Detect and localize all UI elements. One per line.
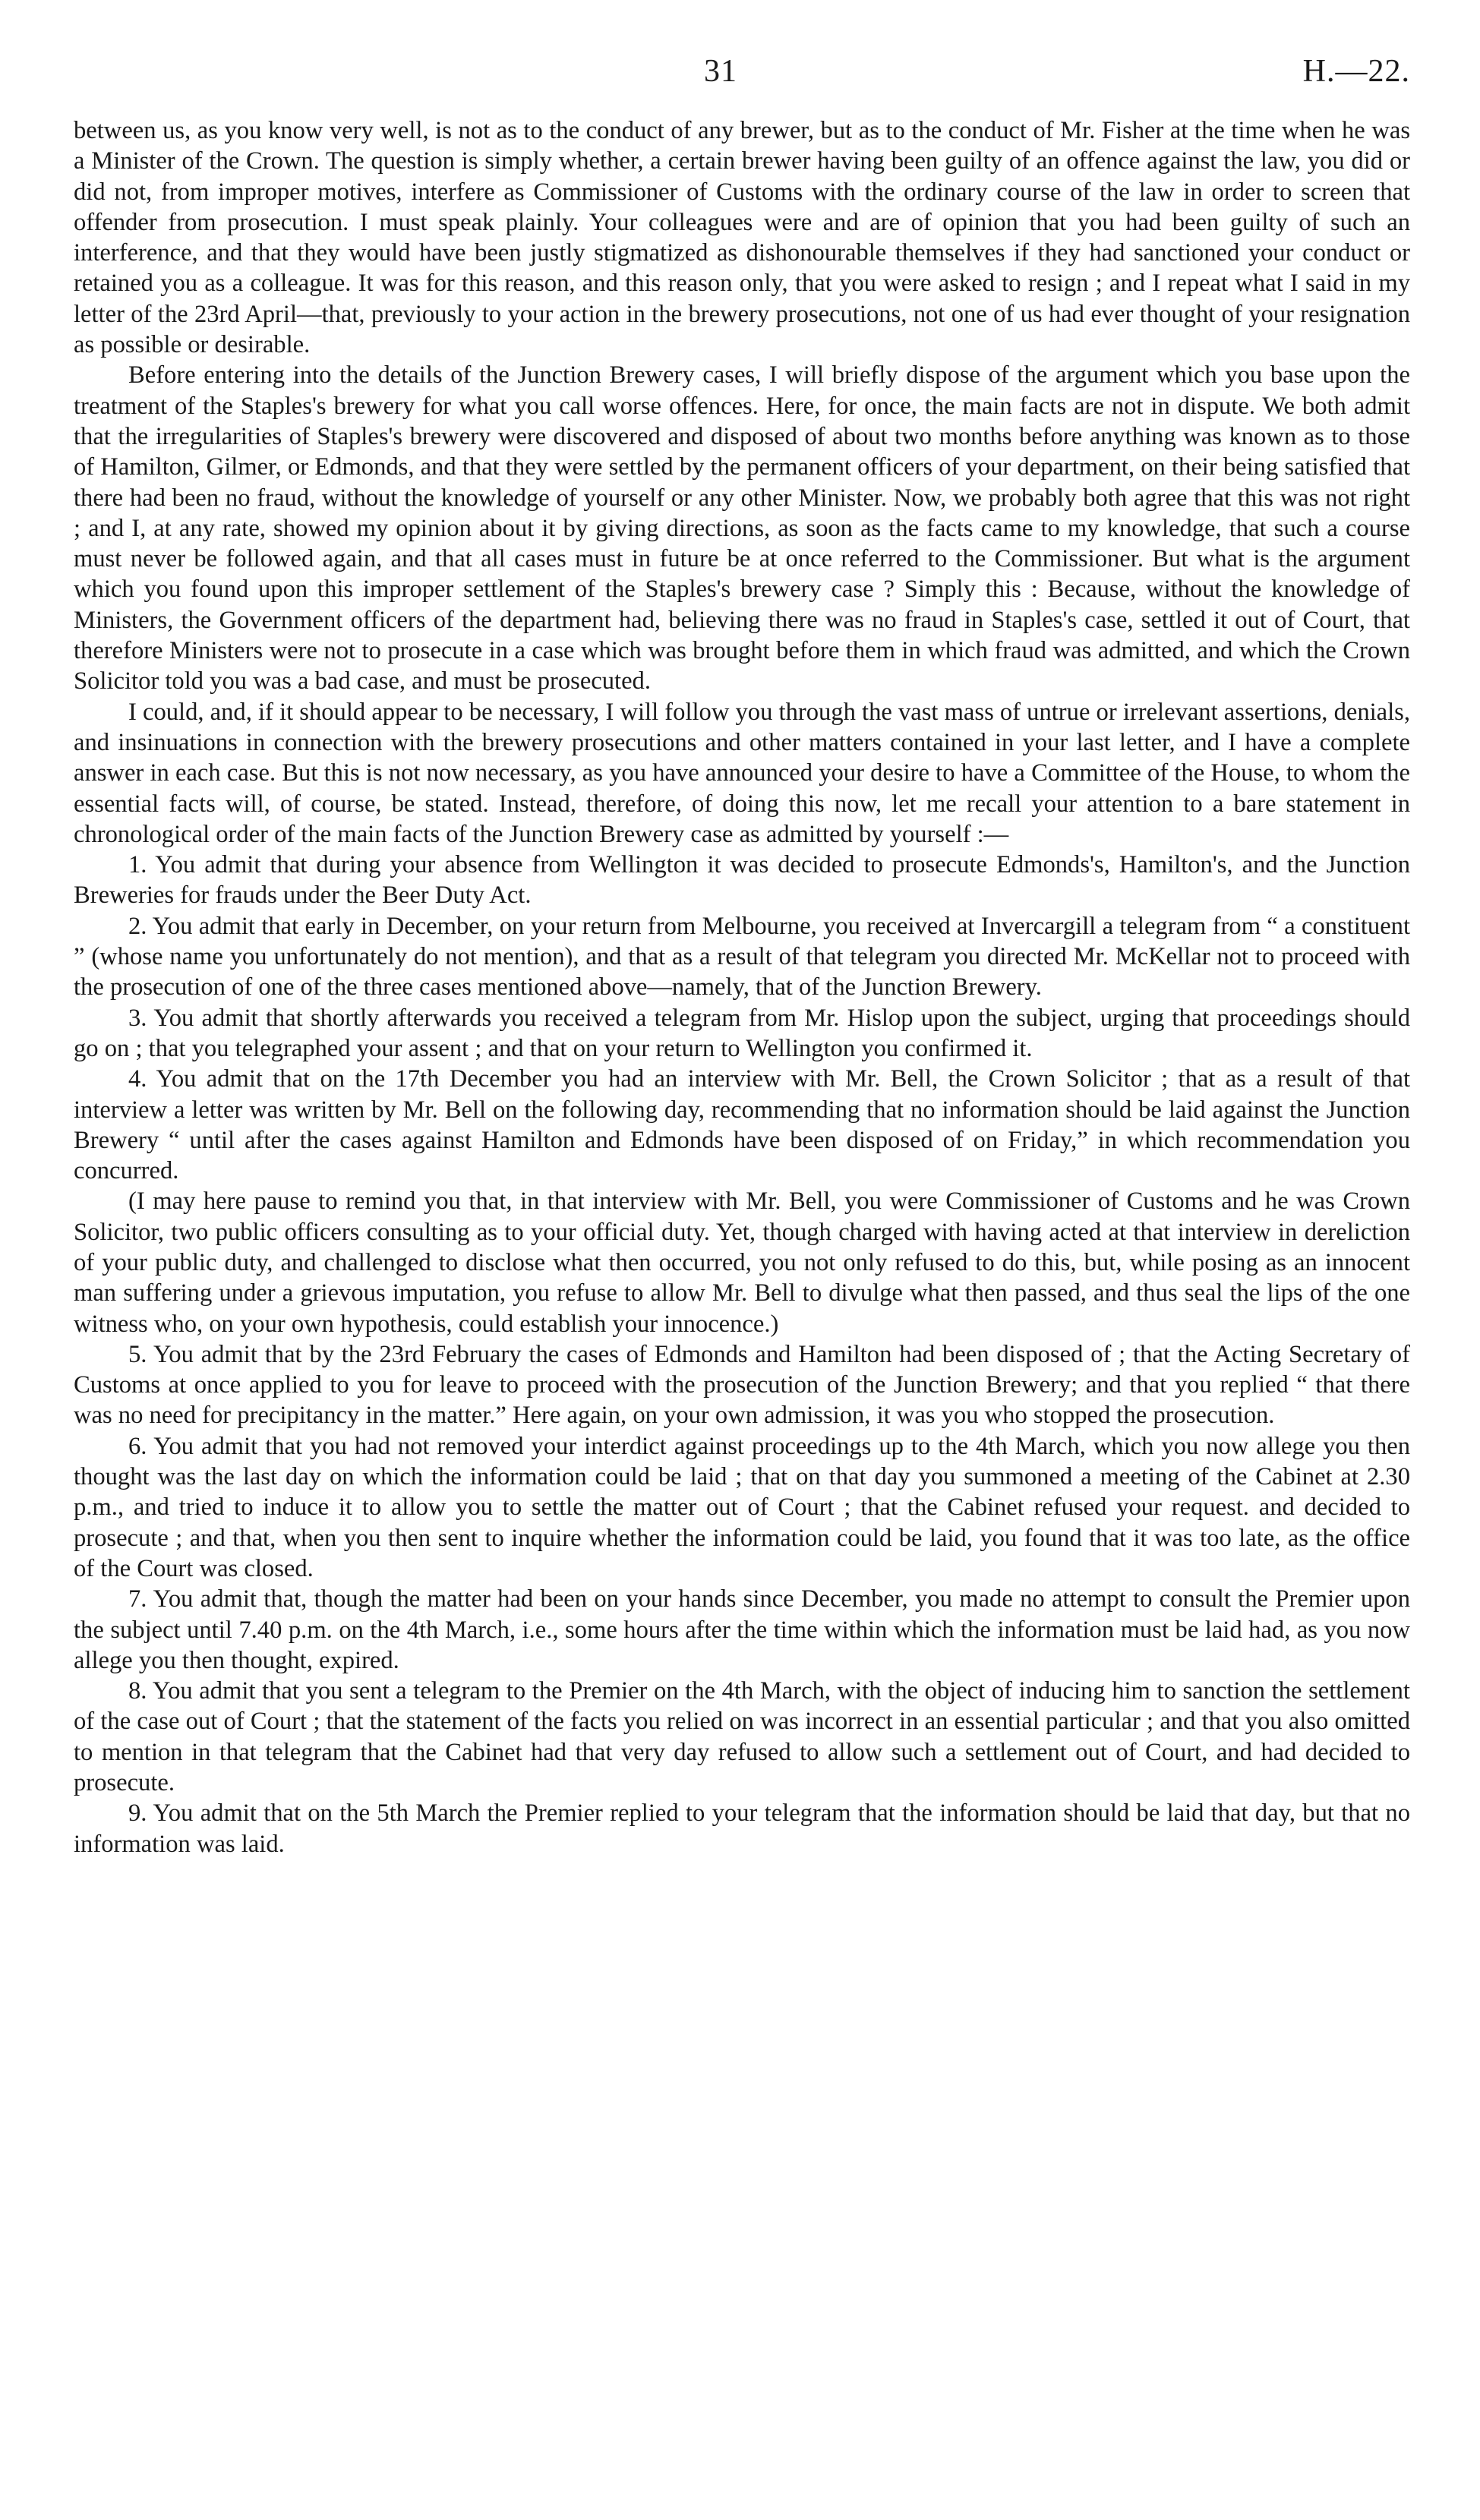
document-reference: H.—22. (1302, 54, 1410, 89)
admission-item-4: 4. You admit that on the 17th December you had an interview with Mr. Bell, the Crown Solicitor ; that as a result of that interview a letter was written by Mr. Bell on the following day, recommending that no information should be laid against the Junction Brewery “ until after the cases against Hamilton and Edmonds have been disposed of on Friday,” in which recommendation you concurred. (74, 1065, 1410, 1185)
paragraph-chronological-statement: I could, and, if it should appear to be necessary, I will follow you through the vast mass of untrue or irrelevant assertions, denials, and insinuations in connection with the brewery prosecutions and other matters contained in your last letter, and I have a complete answer in each case. But this is not now necessary, as you have announced your desire to have a Committee of the House, to whom the essential facts will, of course, be stated. Instead, therefore, of doing this now, let me recall your attention to a bare statement in chronological order of the main facts of the Junction Brewery case as admitted by yourself :— (74, 698, 1410, 848)
paragraph-staples-brewery: Before entering into the details of the Junction Brewery cases, I will briefly dispose of the argument which you base upon the treatment of the Staples's brewery for what you call worse offences. Here, for once, the main facts are not in dispute. We both admit that the irregularities of Staples's brewery were discovered and disposed of about two months before anything was known as to those of Hamilton, Gilmer, or Edmonds, and that they were settled by the permanent officers of your department, on their being satisfied that there had been no fraud, without the knowledge of yourself or any other Minister. Now, we probably both agree that this was not right ; and I, at any rate, showed my opinion about it by giving directions, as soon as the facts came to my knowledge, that such a course must never be followed again, and that all cases must in future be at once referred to the Commissioner. But what is the argument which you found upon this improper settlement of the Staples's brewery case ? Simply this : Because, without the knowledge of Ministers, the Government officers of the department had, believing there was no fraud in Staples's case, settled it out of Court, that therefore Ministers were not to prosecute in a case which was brought before them in which fraud was admitted, and which the Crown Solicitor told you was a bad case, and must be prosecuted. (74, 361, 1410, 695)
admission-item-2: 2. You admit that early in December, on your return from Melbourne, you received at Invercargill a telegram from “ a constituent ” (whose name you unfortunately do not mention), and that as a result of that telegram you directed Mr. McKellar not to proceed with the prosecution of one of the three cases mentioned above—namely, that of the Junction Brewery. (74, 912, 1410, 1001)
admission-item-9: 9. You admit that on the 5th March the Premier replied to your telegram that the information should be laid that day, but that no information was laid. (74, 1799, 1410, 1858)
paragraph-parenthetical-remark: (I may here pause to remind you that, in that interview with Mr. Bell, you were Commissioner of Customs and he was Crown Solicitor, two public officers consulting as to your official duty. Yet, though charged with having acted at that interview in dereliction of your public duty, and challenged to disclose what then occurred, you not only refused to do this, but, while posing as an innocent man suffering under a grievous imputation, you refuse to allow Mr. Bell to divulge what then passed, and thus seal the lips of the one witness who, on your own hypothesis, could establish your innocence.) (74, 1187, 1410, 1338)
page-header (74, 53, 1410, 115)
admission-item-1: 1. You admit that during your absence from Wellington it was decided to prosecute Edmonds's, Hamilton's, and the Junction Breweries for frauds under the Beer Duty Act. (74, 851, 1410, 910)
admission-item-3: 3. You admit that shortly afterwards you received a telegram from Mr. Hislop upon the subject, urging that proceedings should go on ; that you telegraphed your assent ; and that on your return to Wellington you confirmed it. (74, 1004, 1410, 1062)
admission-item-7: 7. You admit that, though the matter had been on your hands since December, you made no attempt to consult the Premier upon the subject until 7.40 p.m. on the 4th March, i.e., some hours after the time within which the information must be laid had, as you now allege you then thought, expired. (74, 1585, 1410, 1674)
admission-item-5: 5. You admit that by the 23rd February the cases of Edmonds and Hamilton had been disposed of ; that the Acting Secretary of Customs at once applied to you for leave to proceed with the prosecution of the Junction Brewery; and that you replied “ that there was no need for precipitancy in the matter.” Here again, on your own admission, it was you who stopped the prosecution. (74, 1340, 1410, 1430)
letter-body (74, 115, 1410, 1859)
admission-item-8: 8. You admit that you sent a telegram to the Premier on the 4th March, with the object of inducing him to sanction the settlement of the case out of Court ; that the statement of the facts you relied on was incorrect in an essential particular ; and that you also omitted to mention in that telegram that the Cabinet had that very day refused to allow such a settlement out of Court, and had decided to prosecute. (74, 1677, 1410, 1797)
document-page (74, 53, 1410, 1859)
paragraph-continuation: between us, as you know very well, is not as to the conduct of any brewer, but as to the conduct of Mr. Fisher at the time when he was a Minister of the Crown. The question is simply whether, a certain brewer having been guilty of an offence against the law, you did or did not, from improper motives, interfere as Commissioner of Customs with the ordinary course of the law in order to screen that offender from prosecution. I must speak plainly. Your colleagues were and are of opinion that you had been guilty of such an interference, and that they would have been justly stigmatized as dishonourable themselves if they had sanctioned your conduct or retained you as a colleague. It was for this reason, and this reason only, that you were asked to resign ; and I repeat what I said in my letter of the 23rd April—that, previously to your action in the brewery prosecutions, not one of us had ever thought of your resignation as possible or desirable. (74, 117, 1410, 359)
admission-item-6: 6. You admit that you had not removed your interdict against proceedings up to the 4th March, which you now allege you then thought was the last day on which the information could be laid ; that on that day you summoned a meeting of the Cabinet at 2.30 p.m., and tried to induce it to allow you to settle the matter out of Court ; that the Cabinet refused your request. and decided to prosecute ; and that, when you then sent to inquire whether the information could be laid, you found that it was too late, as the office of the Court was closed. (74, 1432, 1410, 1582)
page-number: 31 (704, 54, 737, 89)
